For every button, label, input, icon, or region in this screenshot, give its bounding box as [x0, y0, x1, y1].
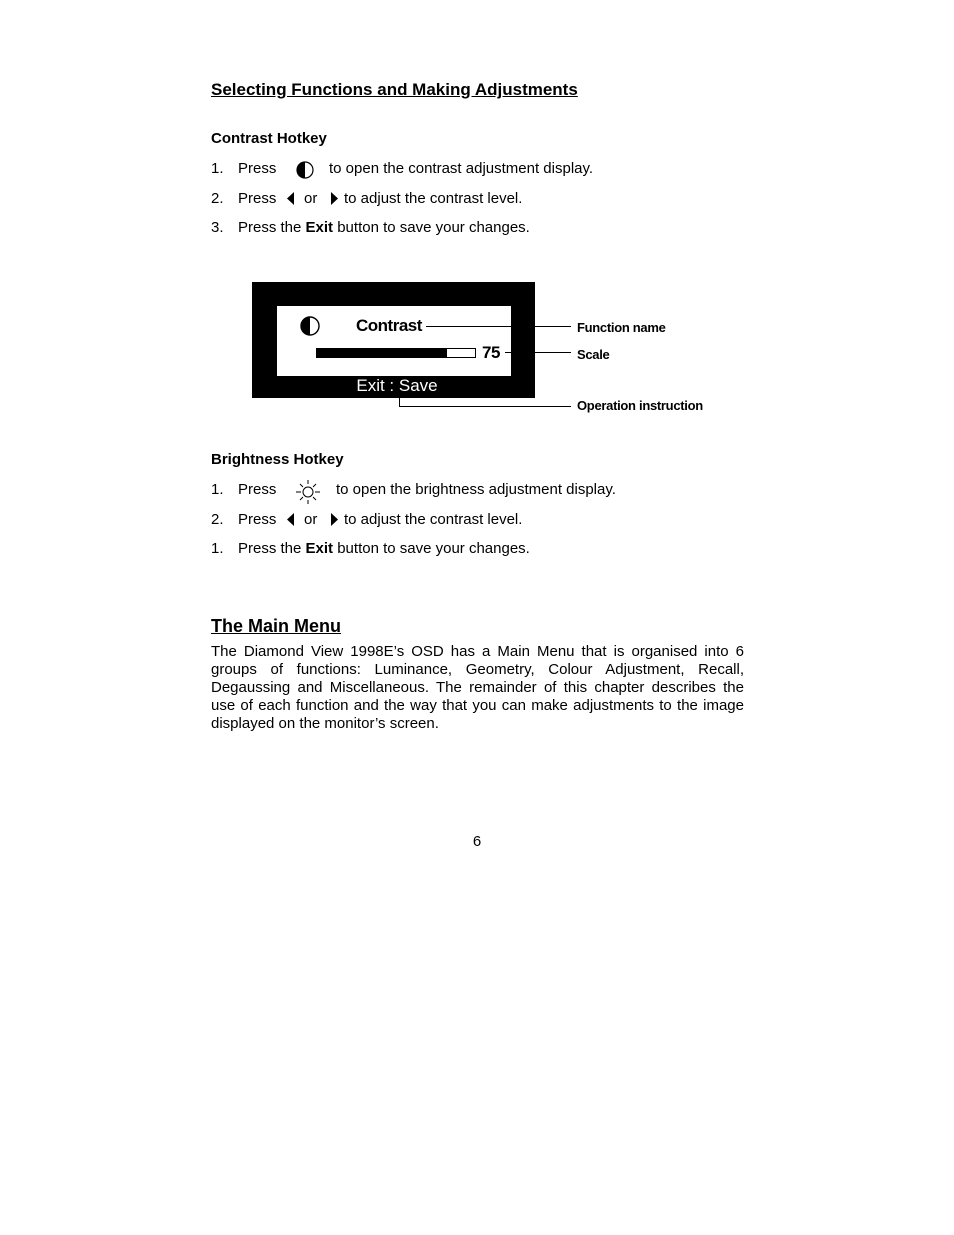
contrast-step-2 [211, 190, 523, 207]
step-number: 2. [211, 511, 224, 528]
osd-display [252, 282, 535, 398]
contrast-step-3 [211, 219, 530, 236]
step-number: 1. [211, 160, 224, 177]
osd-instruction: Exit : Save [356, 376, 438, 395]
callout-scale: Scale [577, 347, 610, 362]
contrast-step-1 [211, 160, 594, 177]
page-title: Selecting Functions and Making Adjustments [211, 80, 578, 99]
osd-scale-bar [316, 348, 476, 358]
step-text-b: to open the contrast adjustment display. [329, 160, 594, 177]
brightness-icon [293, 479, 323, 505]
step-text-b: button to save your changes. [333, 219, 530, 236]
step-text-b: button to save your changes. [333, 540, 530, 557]
step-text-a: Press [238, 511, 277, 528]
step-text-b: to adjust the contrast level. [344, 190, 523, 207]
osd-scale-fill [317, 349, 447, 357]
operation-leader-vertical [399, 398, 400, 406]
or-text: or [304, 190, 318, 207]
step-number: 3. [211, 219, 224, 236]
step-text-a: Press the [238, 219, 306, 236]
operation-leader [399, 406, 571, 407]
scale-leader [505, 352, 571, 353]
brightness-step-1 [211, 481, 616, 498]
brightness-hotkey-heading: Brightness Hotkey [211, 451, 344, 468]
osd-value: 75 [482, 343, 500, 362]
brightness-step-2 [211, 511, 523, 528]
or-text: or [304, 511, 318, 528]
osd-panel [277, 306, 511, 376]
contrast-icon [299, 316, 321, 336]
step-text-b: to open the brightness adjustment display. [336, 481, 616, 498]
callout-function-name: Function name [577, 320, 666, 335]
step-number: 2. [211, 190, 224, 207]
step-text-a: Press [238, 160, 277, 177]
right-arrow-icon [330, 513, 338, 526]
main-menu-heading: The Main Menu [211, 616, 341, 636]
callout-operation-instruction: Operation instruction [577, 398, 703, 413]
left-arrow-icon [287, 192, 295, 205]
contrast-hotkey-heading: Contrast Hotkey [211, 130, 327, 147]
step-text-a: Press [238, 190, 277, 207]
step-text-b: to adjust the contrast level. [344, 511, 523, 528]
step-number: 1. [211, 540, 224, 557]
right-arrow-icon [330, 192, 338, 205]
step-number: 1. [211, 481, 224, 498]
exit-bold-text: Exit [305, 540, 334, 557]
exit-bold-text: Exit [305, 219, 334, 236]
step-text-a: Press [238, 481, 277, 498]
brightness-step-3 [211, 540, 530, 557]
osd-function-name: Contrast [356, 316, 422, 335]
step-text-a: Press the [238, 540, 306, 557]
contrast-icon [295, 161, 315, 179]
left-arrow-icon [287, 513, 295, 526]
main-menu-paragraph: The Diamond View 1998E’s OSD has a Main Menu that is organised into 6 groups of functions: Luminance, Geometry, Colour Adjustment, Recall, Degaussing and Miscellaneous. The remainder of this chapter describes the use of each function and the way that you can make adjustments to the image displayed on the monitor’s screen. [211, 643, 744, 732]
function-name-leader [426, 326, 571, 327]
page-number: 6 [472, 833, 482, 850]
